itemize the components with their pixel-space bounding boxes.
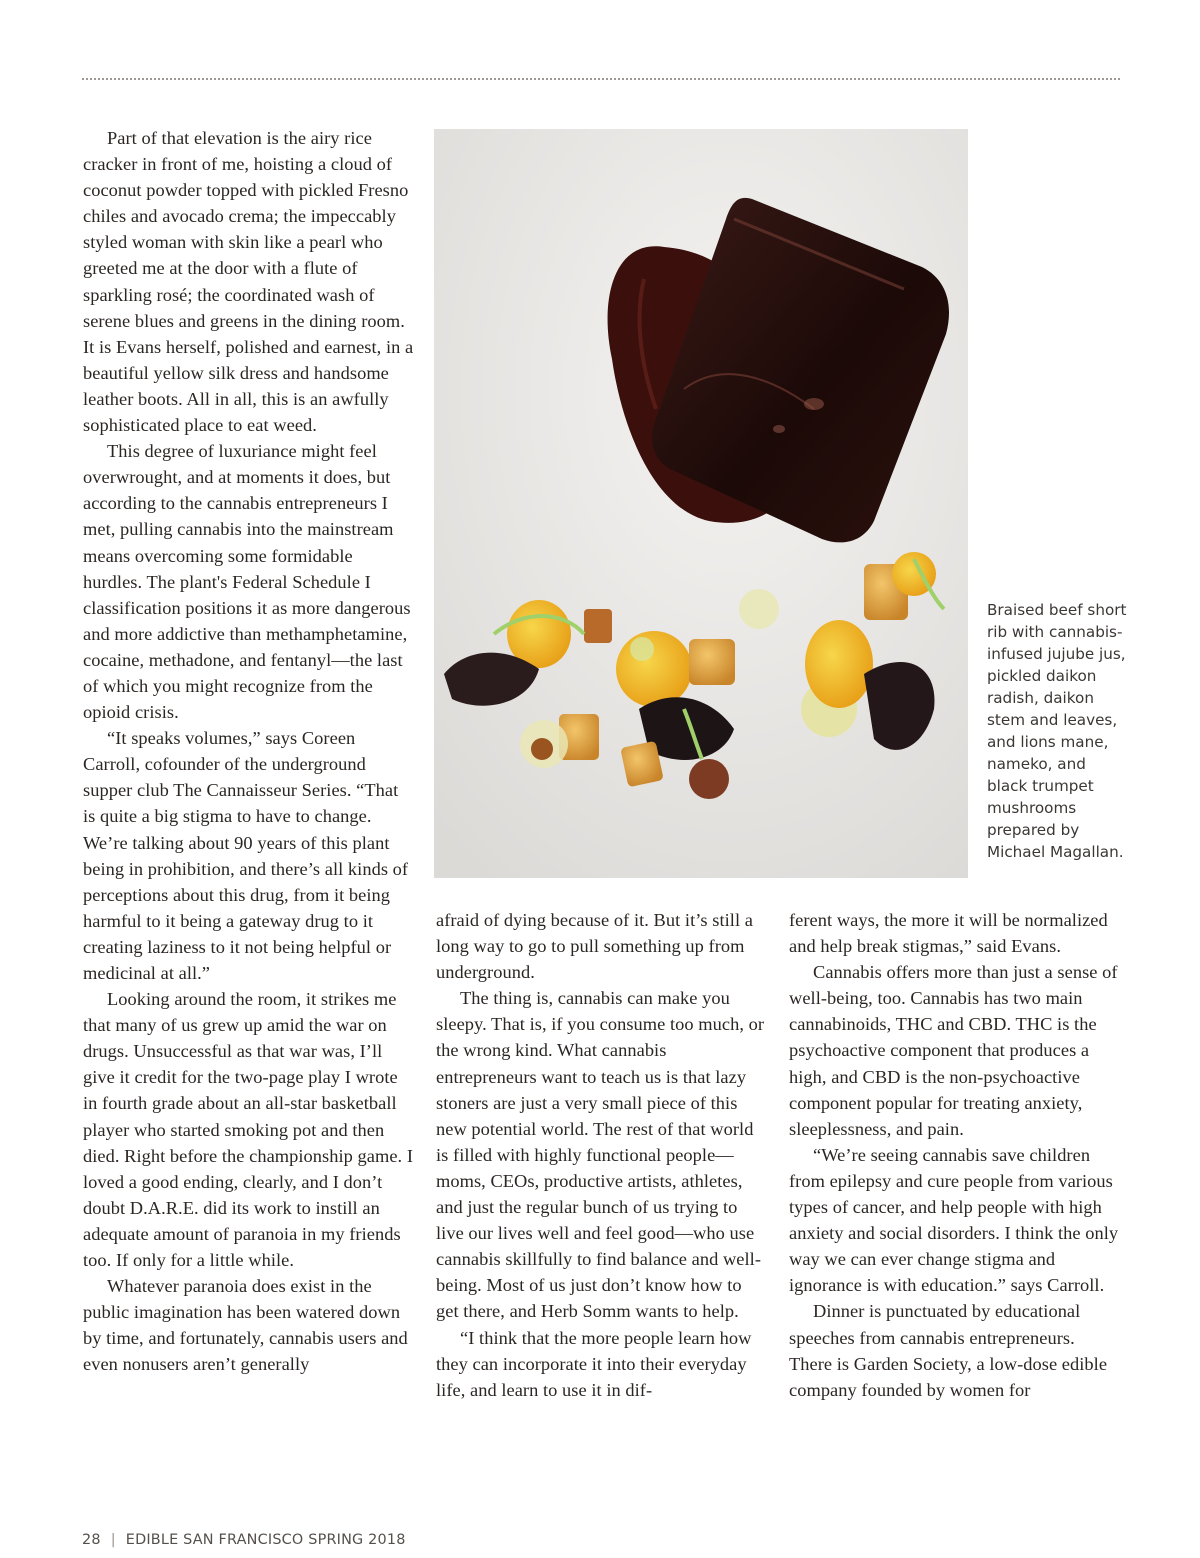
braised-short-rib-illustration bbox=[434, 129, 968, 878]
issue-label: SPRING 2018 bbox=[308, 1532, 406, 1548]
food-photo bbox=[434, 129, 968, 878]
footer-separator: | bbox=[110, 1532, 116, 1548]
paragraph: “We’re seeing cannabis save children from epilepsy and cure people from various types of cancer, and help people with high anxiety and social disorders. I think the only way we can ever change stigma and ignorance is with education.” says Carroll. bbox=[789, 1144, 1119, 1296]
paragraph: ferent ways, the more it will be normalized and help break stigmas,” said Evans. bbox=[789, 910, 1108, 957]
paragraph: Looking around the room, it strikes me that many of us grew up amid the war on drugs. Unsuccessful as that war was, I’ll give it credit for the two-page play I wrote in fourth grade about an all-star basketball player who started smoking pot and then died. Right before the championship game. I loved a good ending, clearly, and I don’t doubt D.A.R.E. did its work to instill an adequate amount of paranoia in my friends too. If only for a little while. bbox=[83, 989, 414, 1271]
paragraph: “It speaks volumes,” says Coreen Carroll, cofounder of the underground supper club The Cannaisseur Series. “That is quite a big stigma to have to change. We’re talking about 90 years of this plant being in prohibition, and there’s all kinds of perceptions about this drug, from it being harmful to it being a gateway drug to it creating laziness to it not being helpful or medicinal at all.” bbox=[83, 728, 409, 983]
paragraph: Cannabis offers more than just a sense of well-being, too. Cannabis has two main cannabinoids, THC and CBD. THC is the psychoactive component that produces a high, and CBD is the non-psychoactive component popular for treating anxiety, sleeplessness, and pain. bbox=[789, 962, 1118, 1139]
publication-name: EDIBLE SAN FRANCISCO bbox=[125, 1532, 304, 1548]
paragraph: “I think that the more people learn how they can incorporate it into their everyday life, and learn to use it in dif- bbox=[436, 1327, 752, 1400]
paragraph: Part of that elevation is the airy rice cracker in front of me, hoisting a cloud of coconut powder topped with pickled Fresno chiles and avocado crema; the impeccably styled woman with skin like a pearl who greeted me at the door with a flute of sparkling rosé; the coordinated wash of serene blues and greens in the dining room. It is Evans herself, polished and earnest, in a beautiful yellow silk dress and handsome leather boots. All in all, this is an awfully sophisticated place to eat weed. bbox=[83, 128, 414, 436]
paragraph: This degree of luxuriance might feel overwrought, and at moments it does, but according to the cannabis entrepreneurs I met, pulling cannabis into the mainstream means overcoming some formidable hurdles. The plant's Federal Schedule I classification positions it as more dangerous and more addictive than methamphetamine, cocaine, methadone, and fentanyl—the last of which you might recognize from the opioid crisis. bbox=[83, 441, 411, 723]
article-column-3 bbox=[789, 907, 1121, 1403]
article-column-2 bbox=[436, 907, 768, 1403]
paragraph: afraid of dying because of it. But it’s still a long way to go to pull something up from underground. bbox=[436, 910, 753, 983]
paragraph: Dinner is punctuated by educational speeches from cannabis entrepreneurs. There is Garden Society, a low-dose edible company founded by women for bbox=[789, 1301, 1108, 1400]
caption-text: Braised beef short rib with cannabis-infused jujube jus, pickled daikon radish, daikon stem and leaves, and lions mane, nameko, and black trumpet mushrooms prepared by Michael Magallan. bbox=[987, 601, 1127, 861]
page-number: 28 bbox=[82, 1532, 101, 1548]
photo-caption bbox=[987, 599, 1127, 863]
article-column-1 bbox=[83, 125, 415, 1378]
top-dotted-rule bbox=[82, 78, 1120, 80]
paragraph: Whatever paranoia does exist in the public imagination has been watered down by time, and fortunately, cannabis users and even nonusers aren’t generally bbox=[83, 1276, 408, 1375]
page-footer bbox=[82, 1532, 406, 1548]
paragraph: The thing is, cannabis can make you sleepy. That is, if you consume too much, or the wrong kind. What cannabis entrepreneurs want to teach us is that lazy stoners are just a very small piece of this new potential world. The rest of that world is filled with highly functional people—moms, CEOs, productive artists, athletes, and just the regular bunch of us trying to live our lives well and feel good—who use cannabis skillfully to find balance and well-being. Most of us just don’t know how to get there, and Herb Somm wants to help. bbox=[436, 988, 765, 1322]
